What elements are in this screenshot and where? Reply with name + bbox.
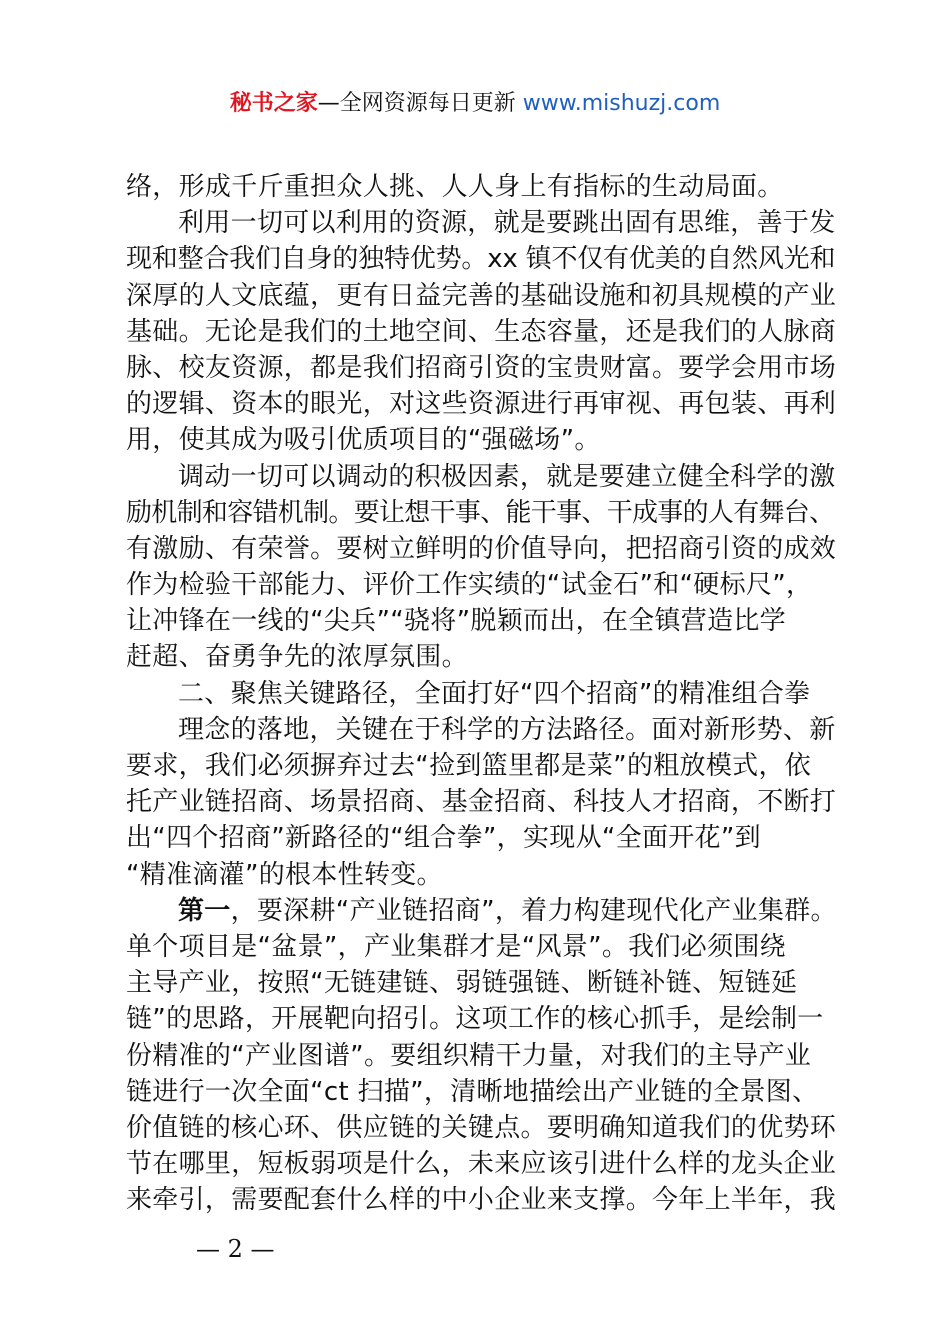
banner-tagline: —全网资源每日更新 — [317, 91, 523, 116]
text-line: 作为检验干部能力、评价工作实绩的“试金石”和“硬标尺”， — [126, 570, 813, 601]
bold-lead: 第一 — [178, 895, 231, 926]
text-line: 调动一切可以调动的积极因素，就是要建立健全科学的激 — [178, 461, 836, 492]
site-banner — [0, 86, 950, 122]
text-line: 的逻辑、资本的眼光，对这些资源进行再审视、再包装、再利 — [126, 389, 837, 420]
document-body — [126, 169, 836, 1218]
section-heading: 二、聚焦关键路径，全面打好“四个招商”的精准组合拳 — [178, 678, 811, 709]
text-line: 有激励、有荣誉。要树立鲜明的价值导向，把招商引资的成效 — [126, 533, 837, 564]
text-line: 出“四个招商”新路径的“组合拳”，实现从“全面开花”到 — [126, 823, 761, 854]
text-line: 托产业链招商、场景招商、基金招商、科技人才招商，不断打 — [126, 787, 837, 818]
text-line: 份精准的“产业图谱”。要组织精干力量，对我们的主导产业 — [126, 1040, 812, 1071]
text-line: 励机制和容错机制。要让想干事、能干事、干成事的人有舞台、 — [126, 497, 835, 528]
text-line: 单个项目是“盆景”，产业集群才是“风景”。我们必须围绕 — [126, 931, 786, 962]
text-line: 节在哪里，短板弱项是什么，未来应该引进什么样的龙头企业 — [126, 1149, 837, 1180]
text-line: 深厚的人文底蕴，更有日益完善的基础设施和初具规模的产业 — [126, 280, 837, 311]
text-line: 要求，我们必须摒弃过去“捡到篮里都是菜”的粗放模式，依 — [126, 751, 812, 781]
text-line: 赶超、奋勇争先的浓厚氛围。 — [126, 642, 468, 673]
text-line: 用，使其成为吸引优质项目的“强磁场”。 — [126, 425, 601, 456]
text-line: 来牵引，需要配套什么样的中小企业来支撑。今年上半年，我 — [126, 1185, 837, 1216]
text-line: 基础。无论是我们的土地空间、生态容量，还是我们的人脉商 — [126, 316, 837, 347]
text-line: 脉、校友资源，都是我们招商引资的宝贵财富。要学会用市场 — [126, 352, 837, 383]
text-line-with-bold-lead — [126, 893, 836, 929]
text-line: 链”的思路，开展靶向招引。这项工作的核心抓手，是绘制一 — [126, 1004, 824, 1035]
text-line: 利用一切可以利用的资源，就是要跳出固有思维，善于发 — [178, 208, 836, 239]
text-line: 主导产业，按照“无链建链、弱链强链、断链补链、短链延 — [126, 968, 798, 999]
text-run: ，要深耕“产业链招商”，着力构建现代化产业集群。 — [230, 895, 837, 926]
text-line: 链进行一次全面“ct 扫描”，清晰地描绘出产业链的全景图、 — [126, 1076, 819, 1107]
page-number: — 2 — — [196, 1235, 275, 1263]
text-line: 理念的落地，关键在于科学的方法路径。面对新形势、新 — [178, 714, 836, 745]
banner-url-link[interactable]: www.mishuzj.com — [522, 91, 721, 116]
text-line: 络，形成千斤重担众人挑、人人身上有指标的生动局面。 — [126, 172, 784, 202]
banner-brand: 秘书之家 — [229, 91, 318, 116]
text-line: 现和整合我们自身的独特优势。xx 镇不仅有优美的自然风光和 — [126, 244, 836, 275]
text-line: 价值链的核心环、供应链的关键点。要明确知道我们的优势环 — [126, 1112, 837, 1143]
text-line: 让冲锋在一线的“尖兵”“骁将”脱颖而出，在全镇营造比学 — [126, 606, 786, 637]
text-line: “精准滴灌”的根本性转变。 — [126, 859, 443, 890]
